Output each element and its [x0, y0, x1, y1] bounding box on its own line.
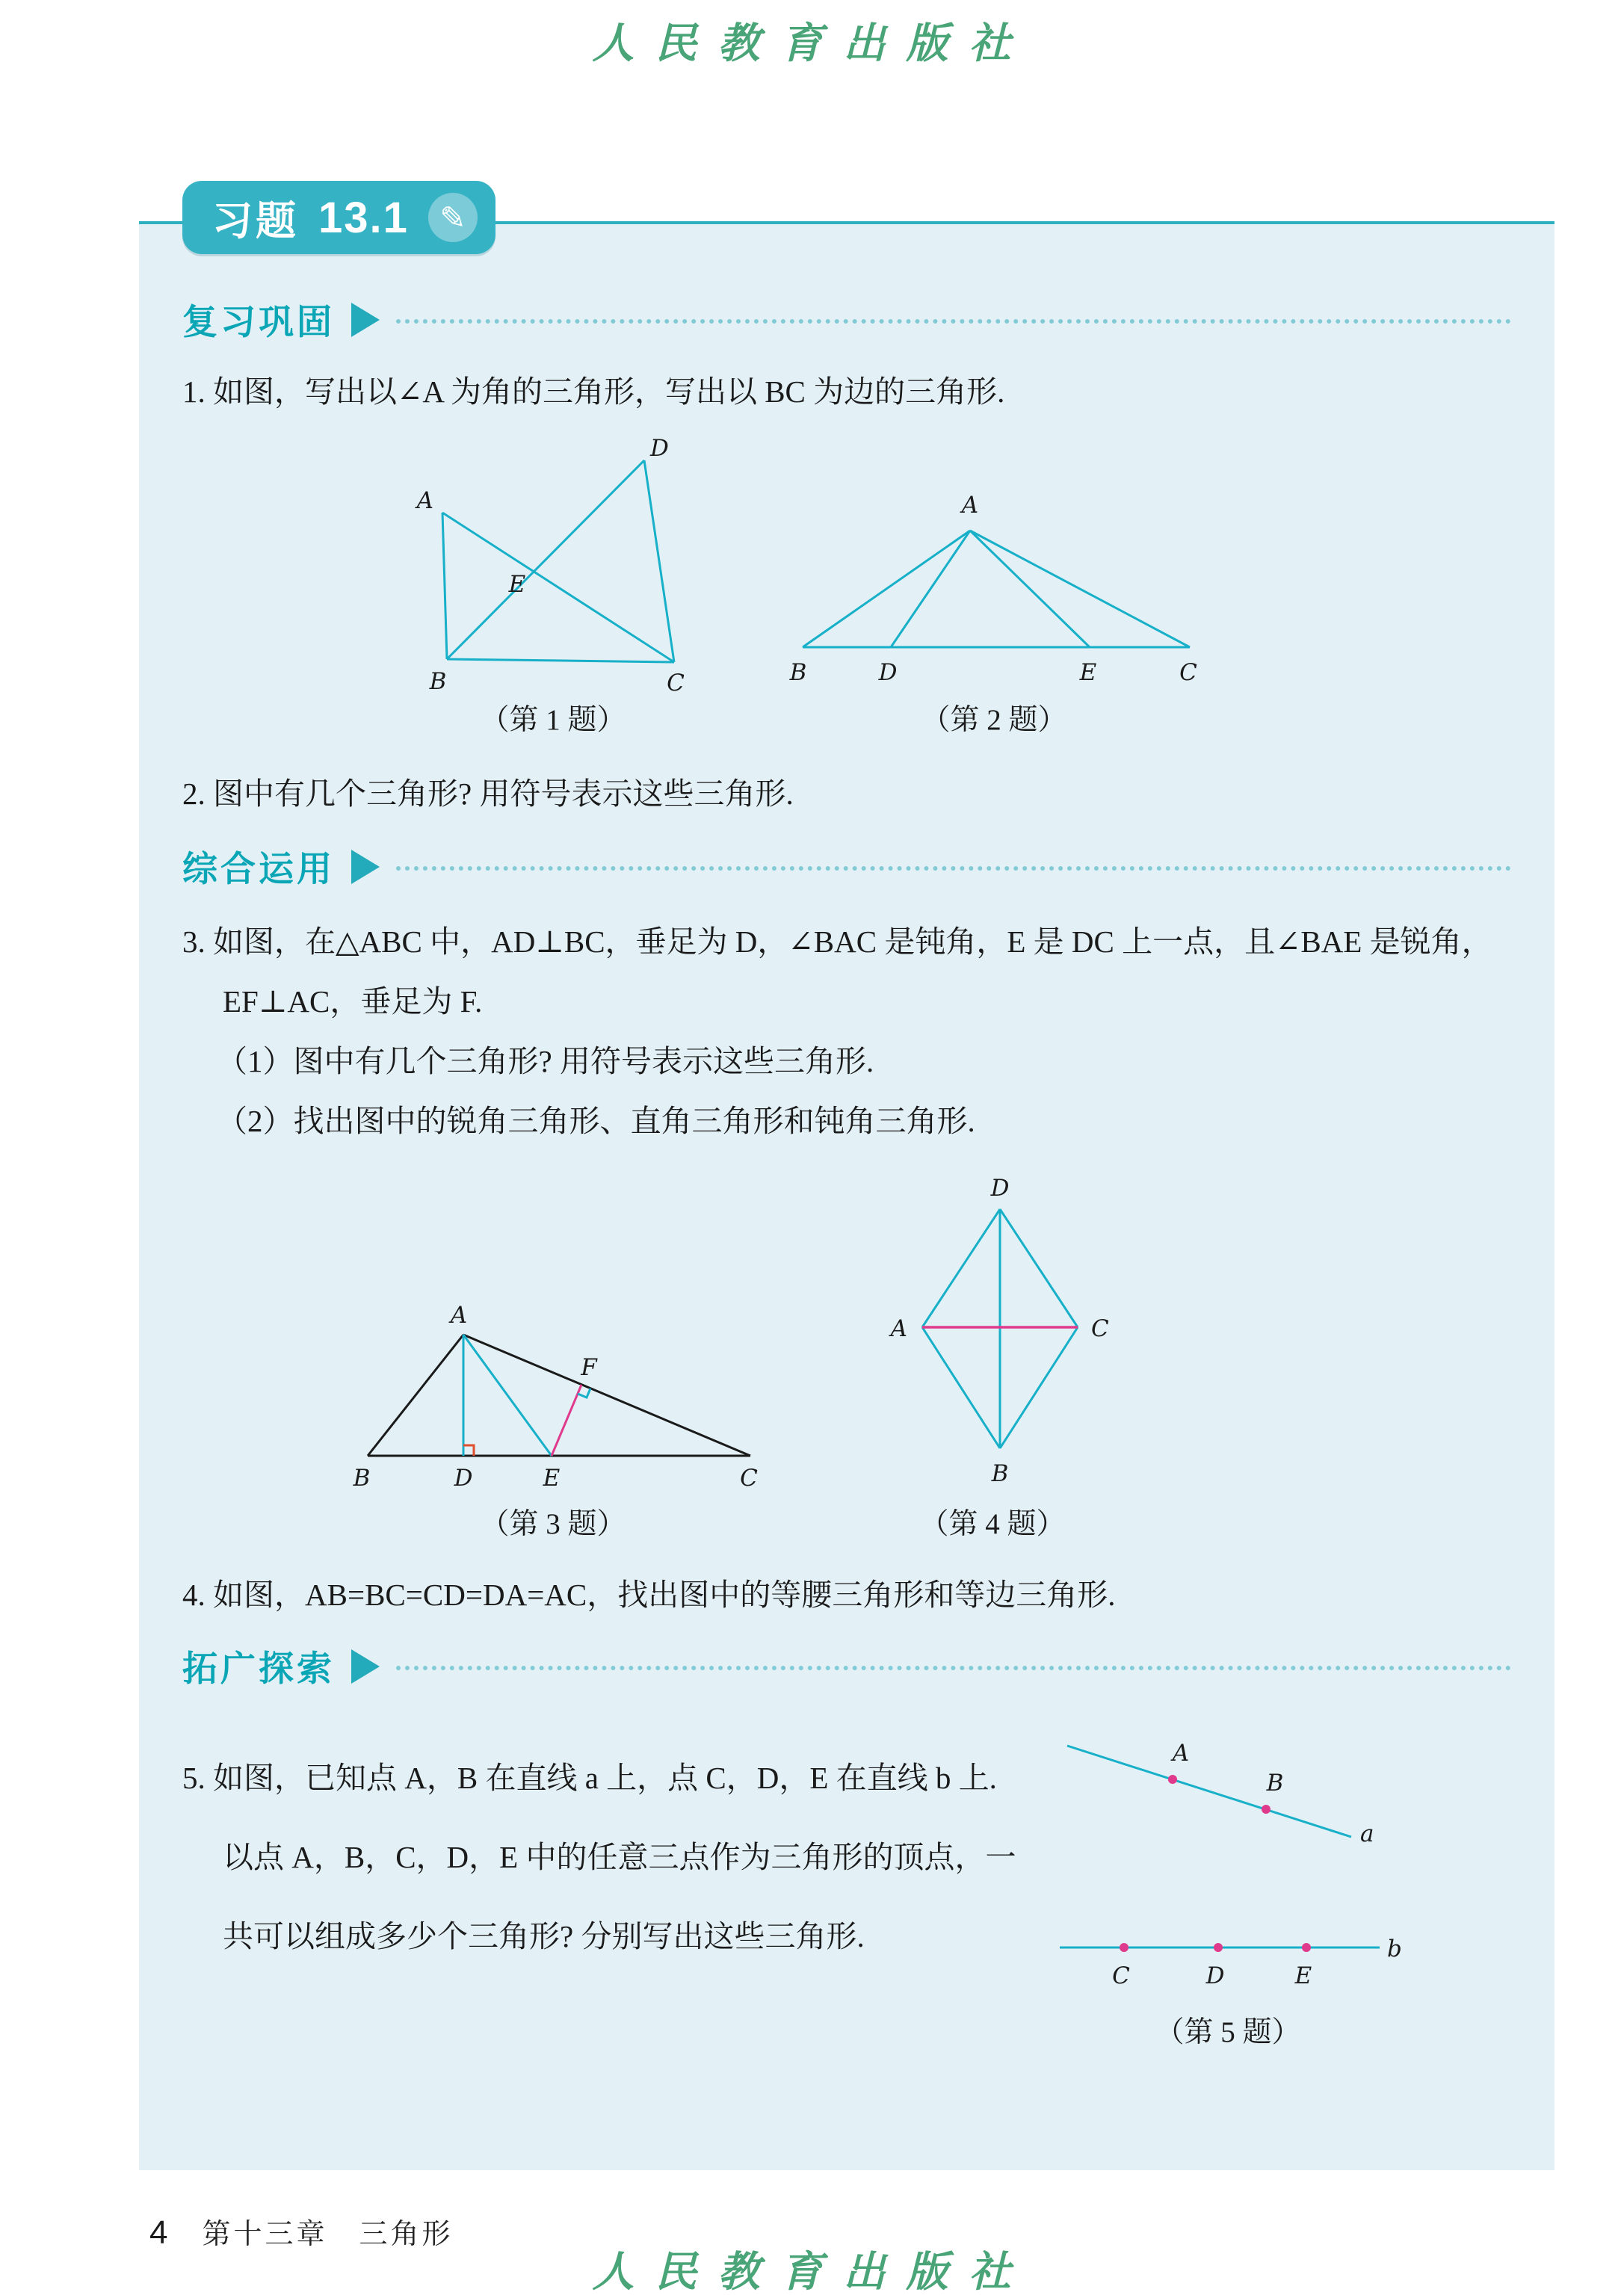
fig3-right-angle-at-D — [463, 1445, 474, 1456]
figure-4-caption: （第 4 题） — [919, 1508, 1066, 1540]
fig5-point-E — [1302, 1943, 1311, 1952]
page-number: 4 — [149, 2214, 168, 2251]
figure-problem-5 — [1037, 1716, 1418, 1992]
badge-number: 13.1 — [318, 193, 409, 242]
fig1-label-E: E — [508, 571, 526, 598]
triangle-arrow-icon — [351, 303, 380, 337]
problem-1-text: 1. 如图，写出以∠A 为角的三角形，写出以 BC 为边的三角形. — [182, 374, 1005, 409]
fig5-label-D: D — [1205, 1962, 1225, 1989]
dotted-rule — [396, 319, 1511, 324]
section-explore — [182, 1641, 1511, 1691]
problem-3-sub1: （1）图中有几个三角形? 用符号表示这些三角形. — [217, 1044, 874, 1078]
section-review-title: 复习巩固 — [182, 302, 335, 342]
fig4-label-B: B — [991, 1460, 1009, 1487]
fig4-rhombus-outline — [922, 1209, 1078, 1448]
section-comprehensive — [182, 841, 1511, 892]
figure-problem-3 — [329, 1282, 777, 1507]
fig3-label-B: B — [353, 1465, 371, 1492]
figure-2-caption: （第 2 题） — [921, 704, 1067, 736]
exercise-badge — [182, 181, 495, 254]
dotted-rule — [396, 1666, 1511, 1670]
fig2-geometry — [803, 531, 1190, 647]
figure-problem-4 — [858, 1164, 1127, 1493]
fig5-point-C — [1120, 1943, 1129, 1952]
fig1-geometry — [442, 460, 674, 662]
publisher-watermark-bottom: 人民教育出版社 — [592, 2247, 1032, 2295]
fig5-label-b: b — [1387, 1936, 1402, 1962]
fig5-label-a: a — [1360, 1820, 1374, 1847]
section-explore-title: 拓广探索 — [182, 1649, 335, 1688]
dotted-rule — [396, 866, 1511, 871]
fig1-label-A: A — [416, 487, 433, 514]
figure-problem-1 — [404, 436, 703, 694]
fig5-label-B: B — [1266, 1770, 1284, 1797]
problem-2-text: 2. 图中有几个三角形? 用符号表示这些三角形. — [182, 776, 794, 811]
fig3-label-D: D — [454, 1465, 473, 1492]
triangle-arrow-icon — [351, 1649, 380, 1684]
fig4-label-A: A — [890, 1315, 907, 1342]
problem-3-sub2: （2）找出图中的锐角三角形、直角三角形和钝角三角形. — [217, 1104, 975, 1138]
section-comprehensive-title: 综合运用 — [182, 849, 335, 889]
fig3-label-E: E — [543, 1465, 561, 1492]
panel-content — [139, 221, 1554, 2170]
figure-3-caption: （第 3 题） — [480, 1508, 626, 1540]
publisher-watermark-top: 人民教育出版社 — [592, 19, 1032, 68]
fig2-label-E: E — [1079, 659, 1097, 686]
fig1-label-B: B — [429, 668, 447, 695]
figure-5-caption: （第 5 题） — [1155, 2016, 1301, 2048]
fig5-point-D — [1214, 1943, 1223, 1952]
fig4-label-C: C — [1091, 1315, 1109, 1342]
fig3-segment-EF — [552, 1385, 581, 1456]
fig5-point-B — [1262, 1805, 1271, 1814]
fig2-label-D: D — [878, 659, 898, 686]
problem-5-text: 5. 如图，已知点 A，B 在直线 a 上，点 C，D，E 在直线 b 上. 以点 A，B，C，D，E 中的任意三点作为三角形的顶点，一共可以组成多少个三角形? 分别写出这些三角形. — [182, 1761, 1016, 1953]
fig1-label-C: C — [667, 670, 685, 696]
fig5-line-a — [1067, 1746, 1351, 1837]
fig5-label-C: C — [1112, 1962, 1130, 1989]
problem-4-text: 4. 如图，AB=BC=CD=DA=AC，找出图中的等腰三角形和等边三角形. — [182, 1578, 1116, 1612]
fig2-label-C: C — [1179, 659, 1197, 686]
fig3-label-F: F — [581, 1354, 597, 1381]
figure-problem-2 — [770, 478, 1218, 691]
triangle-arrow-icon — [351, 850, 380, 884]
problem-3-text: 3. 如图，在△ABC 中，AD⊥BC，垂足为 D，∠BAC 是钝角，E 是 DC 上一点，且∠BAE 是锐角，EF⊥AC，垂足为 F. — [182, 924, 1492, 1019]
chapter-title: 第十三章 三角形 — [202, 2219, 454, 2250]
fig5-point-A — [1168, 1775, 1177, 1784]
badge-label: 习题 — [212, 198, 299, 244]
section-review — [182, 294, 1511, 345]
fig5-label-A: A — [1172, 1740, 1190, 1767]
fig4-label-D: D — [990, 1175, 1010, 1202]
fig3-label-C: C — [740, 1465, 758, 1492]
fig1-label-D: D — [650, 435, 669, 462]
fig2-label-A: A — [961, 492, 979, 519]
fig2-label-B: B — [789, 659, 807, 686]
fig3-label-A: A — [450, 1302, 468, 1329]
pencil-icon: ✎ — [428, 193, 478, 242]
figure-1-caption: （第 1 题） — [480, 704, 626, 736]
fig5-label-E: E — [1294, 1962, 1312, 1989]
